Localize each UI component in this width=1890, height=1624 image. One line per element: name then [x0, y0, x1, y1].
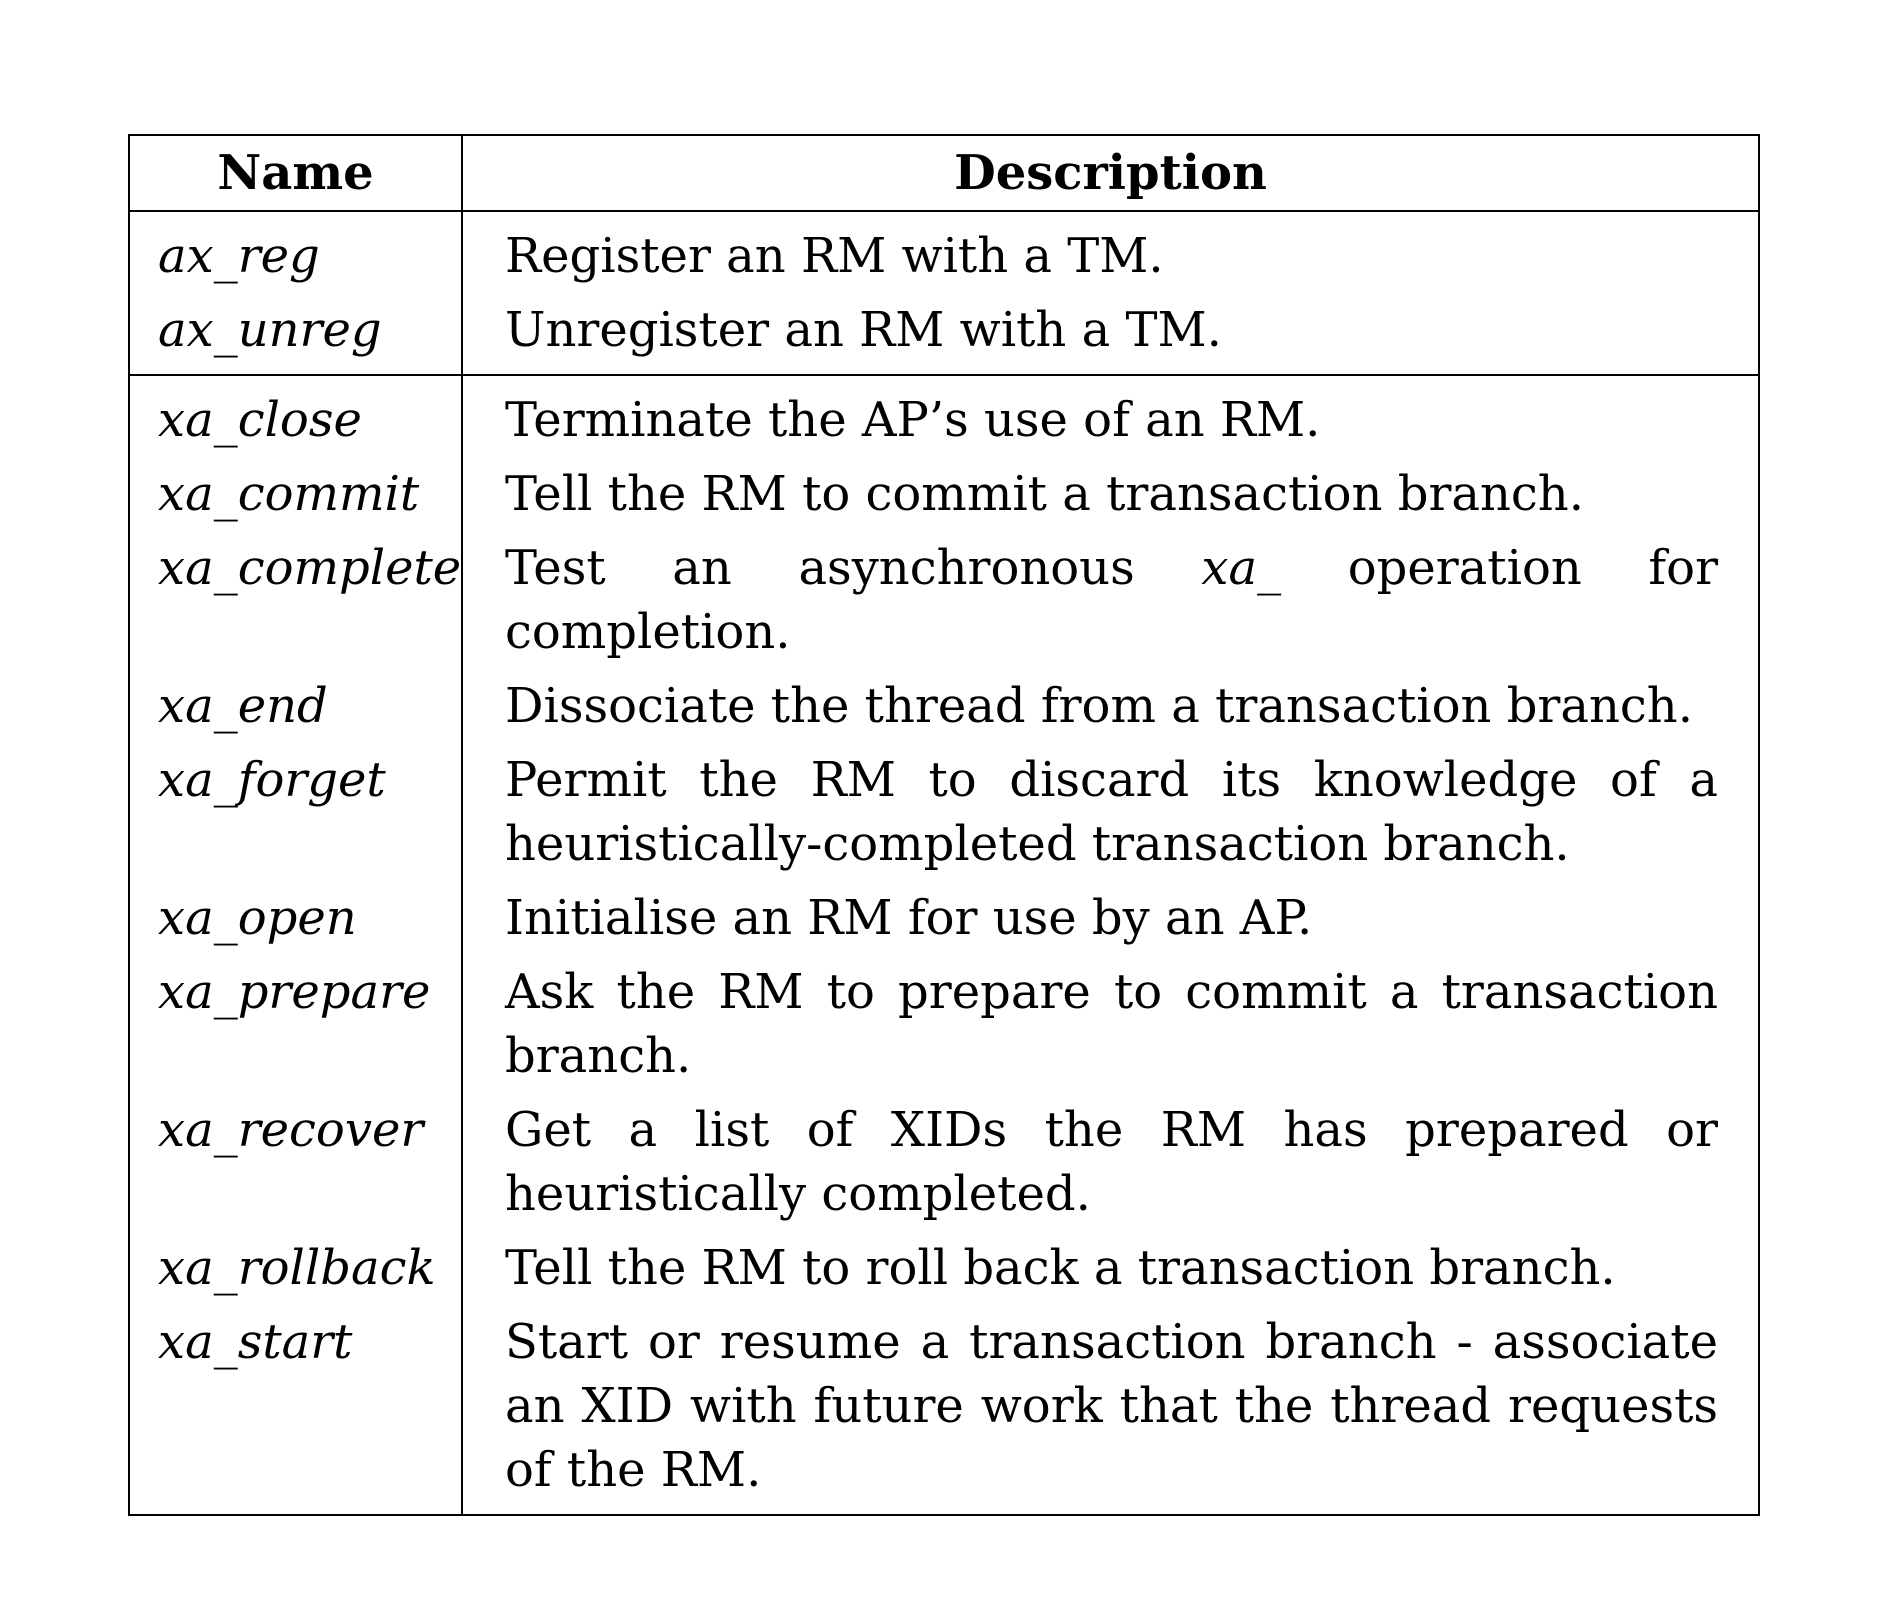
table-row: [129, 211, 1759, 293]
function-description: Dissociate the thread from a transaction branch.: [462, 669, 1759, 743]
function-name: xa_forget: [129, 743, 462, 881]
function-name: xa_close: [129, 375, 462, 457]
function-table: [128, 134, 1760, 1516]
function-name: ax_reg: [129, 211, 462, 293]
xa-prefix-text: xa_: [1201, 540, 1282, 596]
function-description: Get a list of XIDs the RM has prepared or heuristically completed.: [462, 1093, 1759, 1231]
function-description: Start or resume a transaction branch - associate an XID with future work that the thread requests of the RM.: [462, 1305, 1759, 1515]
description-column-header: Description: [462, 135, 1759, 211]
description-text: Test an asynchronous: [505, 540, 1202, 596]
table-header: [129, 135, 1759, 211]
table-row: [129, 669, 1759, 743]
ax-functions-group: [129, 211, 1759, 375]
description-text: operation for completion.: [505, 540, 1719, 660]
function-description: Terminate the AP’s use of an RM.: [462, 375, 1759, 457]
table-row: [129, 531, 1759, 669]
header-row: [129, 135, 1759, 211]
function-description: Ask the RM to prepare to commit a transaction branch.: [462, 955, 1759, 1093]
function-name: xa_complete: [129, 531, 462, 669]
function-name: xa_open: [129, 881, 462, 955]
xa-functions-group: [129, 375, 1759, 1515]
table-row: [129, 1305, 1759, 1515]
function-name: xa_end: [129, 669, 462, 743]
table-row: [129, 1231, 1759, 1305]
function-name: xa_prepare: [129, 955, 462, 1093]
table-row: [129, 1093, 1759, 1231]
name-column-header: Name: [129, 135, 462, 211]
table-row: [129, 293, 1759, 375]
function-name: xa_start: [129, 1305, 462, 1515]
table-row: [129, 457, 1759, 531]
function-description: [462, 531, 1759, 669]
table-row: [129, 375, 1759, 457]
function-name: ax_unreg: [129, 293, 462, 375]
function-description: Unregister an RM with a TM.: [462, 293, 1759, 375]
table-row: [129, 955, 1759, 1093]
table-row: [129, 743, 1759, 881]
function-description: Register an RM with a TM.: [462, 211, 1759, 293]
function-name: xa_rollback: [129, 1231, 462, 1305]
table-row: [129, 881, 1759, 955]
function-description: Tell the RM to roll back a transaction branch.: [462, 1231, 1759, 1305]
function-description: Initialise an RM for use by an AP.: [462, 881, 1759, 955]
function-name: xa_commit: [129, 457, 462, 531]
function-name: xa_recover: [129, 1093, 462, 1231]
function-description: Tell the RM to commit a transaction branch.: [462, 457, 1759, 531]
function-description: Permit the RM to discard its knowledge of a heuristically-completed transaction branch.: [462, 743, 1759, 881]
